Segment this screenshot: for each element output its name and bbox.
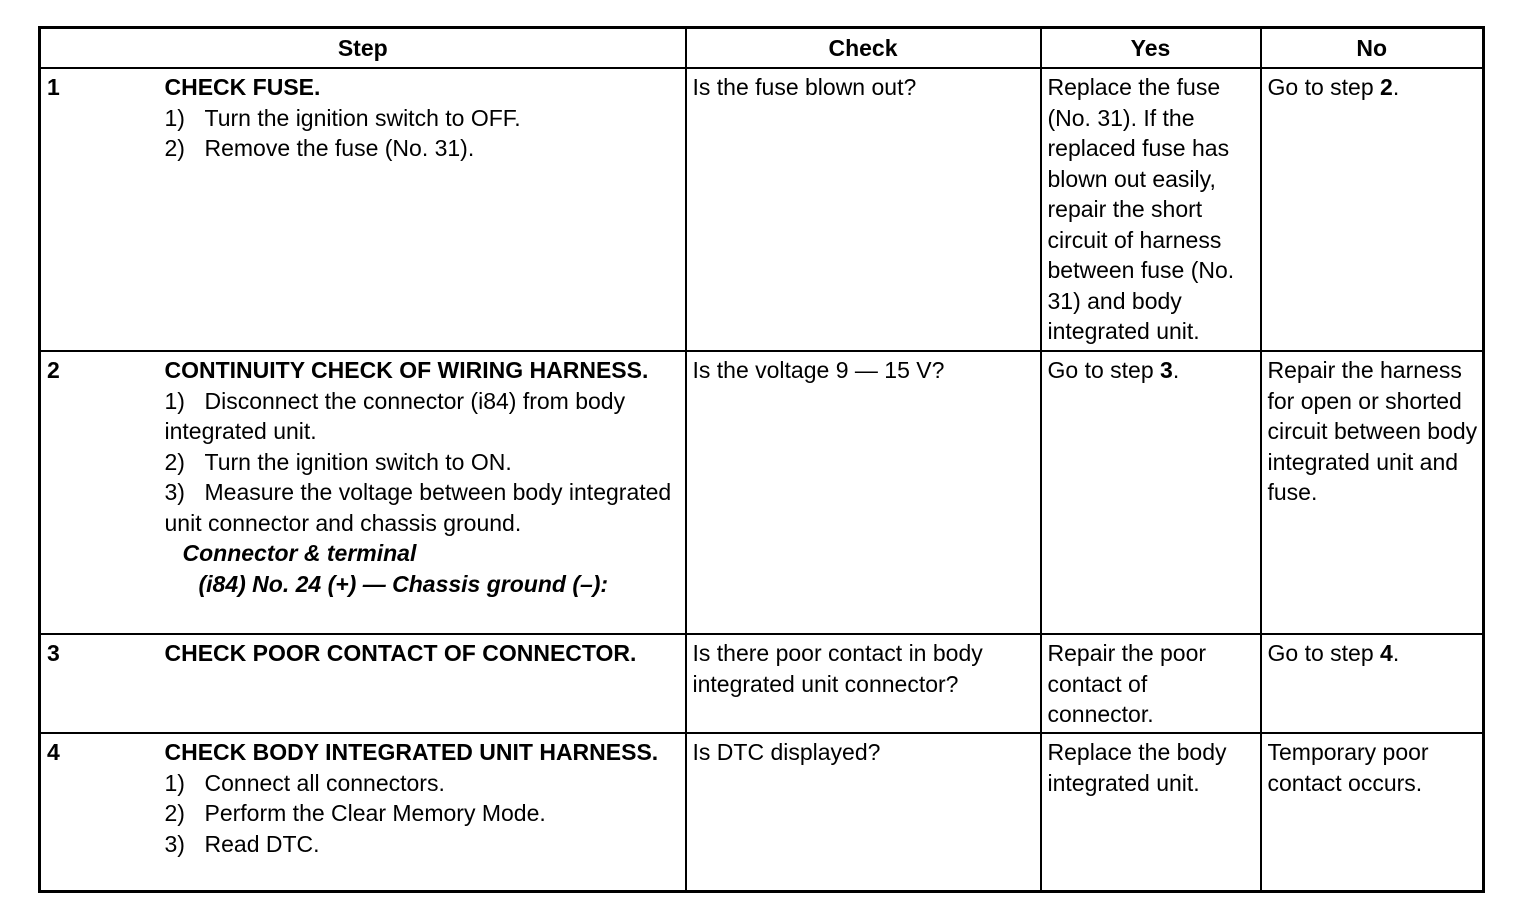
terminal-value: (i84) No. 24 (+) — Chassis ground (–): xyxy=(198,570,609,597)
sub-step xyxy=(165,477,679,538)
sub-step-text: Remove the fuse (No. 31). xyxy=(204,135,475,161)
sub-step-number: 2) xyxy=(164,800,185,826)
header-yes: Yes xyxy=(1041,28,1261,69)
yes-cell: Replace the fuse (No. 31). If the replaced fuse has blown out easily, repair the short circuit of harness between fuse (No. 31) and body integrated unit. xyxy=(1041,68,1261,351)
no-text-suffix: . xyxy=(1392,640,1400,666)
yes-text: Go to step xyxy=(1047,357,1161,383)
yes-cell: Repair the poor contact of connector. xyxy=(1041,634,1261,733)
header-check: Check xyxy=(686,28,1041,69)
step-reference: 2 xyxy=(1380,74,1393,100)
diagnostic-table xyxy=(38,26,1485,893)
header-step: Step xyxy=(40,28,686,69)
step-cell xyxy=(157,68,686,351)
step-number: 4 xyxy=(40,733,157,892)
sub-step-number: 2) xyxy=(164,448,185,475)
check-cell: Is DTC displayed? xyxy=(686,733,1041,892)
sub-step-number: 2) xyxy=(164,135,185,161)
sub-step xyxy=(165,103,679,134)
sub-step-text: Disconnect the connector (i84) from body integrated unit. xyxy=(164,387,626,444)
sub-step xyxy=(165,133,679,164)
sub-step xyxy=(165,768,679,799)
table-row xyxy=(40,733,1484,892)
step-number: 2 xyxy=(40,351,157,634)
check-cell: Is there poor contact in body integrated unit connector? xyxy=(686,634,1041,733)
sub-step-number: 1) xyxy=(164,104,185,131)
sub-step xyxy=(165,829,679,860)
sub-step xyxy=(165,447,679,478)
sub-step-text: Turn the ignition switch to OFF. xyxy=(204,104,521,131)
sub-step-number: 3) xyxy=(164,479,185,505)
no-cell: Temporary poor contact occurs. xyxy=(1261,733,1484,892)
no-cell xyxy=(1261,68,1484,351)
sub-step-text: Connect all connectors. xyxy=(204,769,445,796)
sub-step xyxy=(165,798,679,829)
no-cell xyxy=(1261,634,1484,733)
header-row xyxy=(40,28,1484,69)
header-no: No xyxy=(1261,28,1484,69)
step-reference: 4 xyxy=(1380,640,1393,666)
table-row xyxy=(40,68,1484,351)
table-row xyxy=(40,351,1484,634)
no-cell: Repair the harness for open or shorted circuit between body integrated unit and fuse. xyxy=(1261,351,1484,634)
step-title: CONTINUITY CHECK OF WIRING HARNESS. xyxy=(164,357,649,383)
yes-cell: Replace the body integrated unit. xyxy=(1041,733,1261,892)
table-row xyxy=(40,634,1484,733)
step-number: 1 xyxy=(40,68,157,351)
step-cell xyxy=(157,733,686,892)
sub-step-number: 3) xyxy=(164,830,185,857)
sub-step-text: Read DTC. xyxy=(204,830,320,857)
step-title: CHECK POOR CONTACT OF CONNECTOR. xyxy=(164,640,637,666)
step-number: 3 xyxy=(40,634,157,733)
step-cell xyxy=(157,634,686,733)
terminal-label: Connector & terminal xyxy=(182,540,417,566)
sub-step-text: Measure the voltage between body integrated unit connector and chassis ground. xyxy=(164,479,672,536)
no-text: Go to step xyxy=(1267,74,1381,100)
step-title: CHECK FUSE. xyxy=(164,74,321,100)
yes-cell xyxy=(1041,351,1261,634)
sub-step xyxy=(165,386,679,447)
no-text-suffix: . xyxy=(1392,74,1400,100)
no-text: Go to step xyxy=(1267,640,1381,666)
check-cell: Is the voltage 9 — 15 V? xyxy=(686,351,1041,634)
yes-text-suffix: . xyxy=(1172,357,1180,383)
step-reference: 3 xyxy=(1160,357,1173,383)
sub-step-text: Perform the Clear Memory Mode. xyxy=(204,800,546,826)
check-cell: Is the fuse blown out? xyxy=(686,68,1041,351)
sub-step-number: 1) xyxy=(164,769,185,796)
step-cell xyxy=(157,351,686,634)
step-title: CHECK BODY INTEGRATED UNIT HARNESS. xyxy=(164,739,659,765)
sub-step-text: Turn the ignition switch to ON. xyxy=(204,448,512,475)
sub-step-number: 1) xyxy=(164,387,185,414)
